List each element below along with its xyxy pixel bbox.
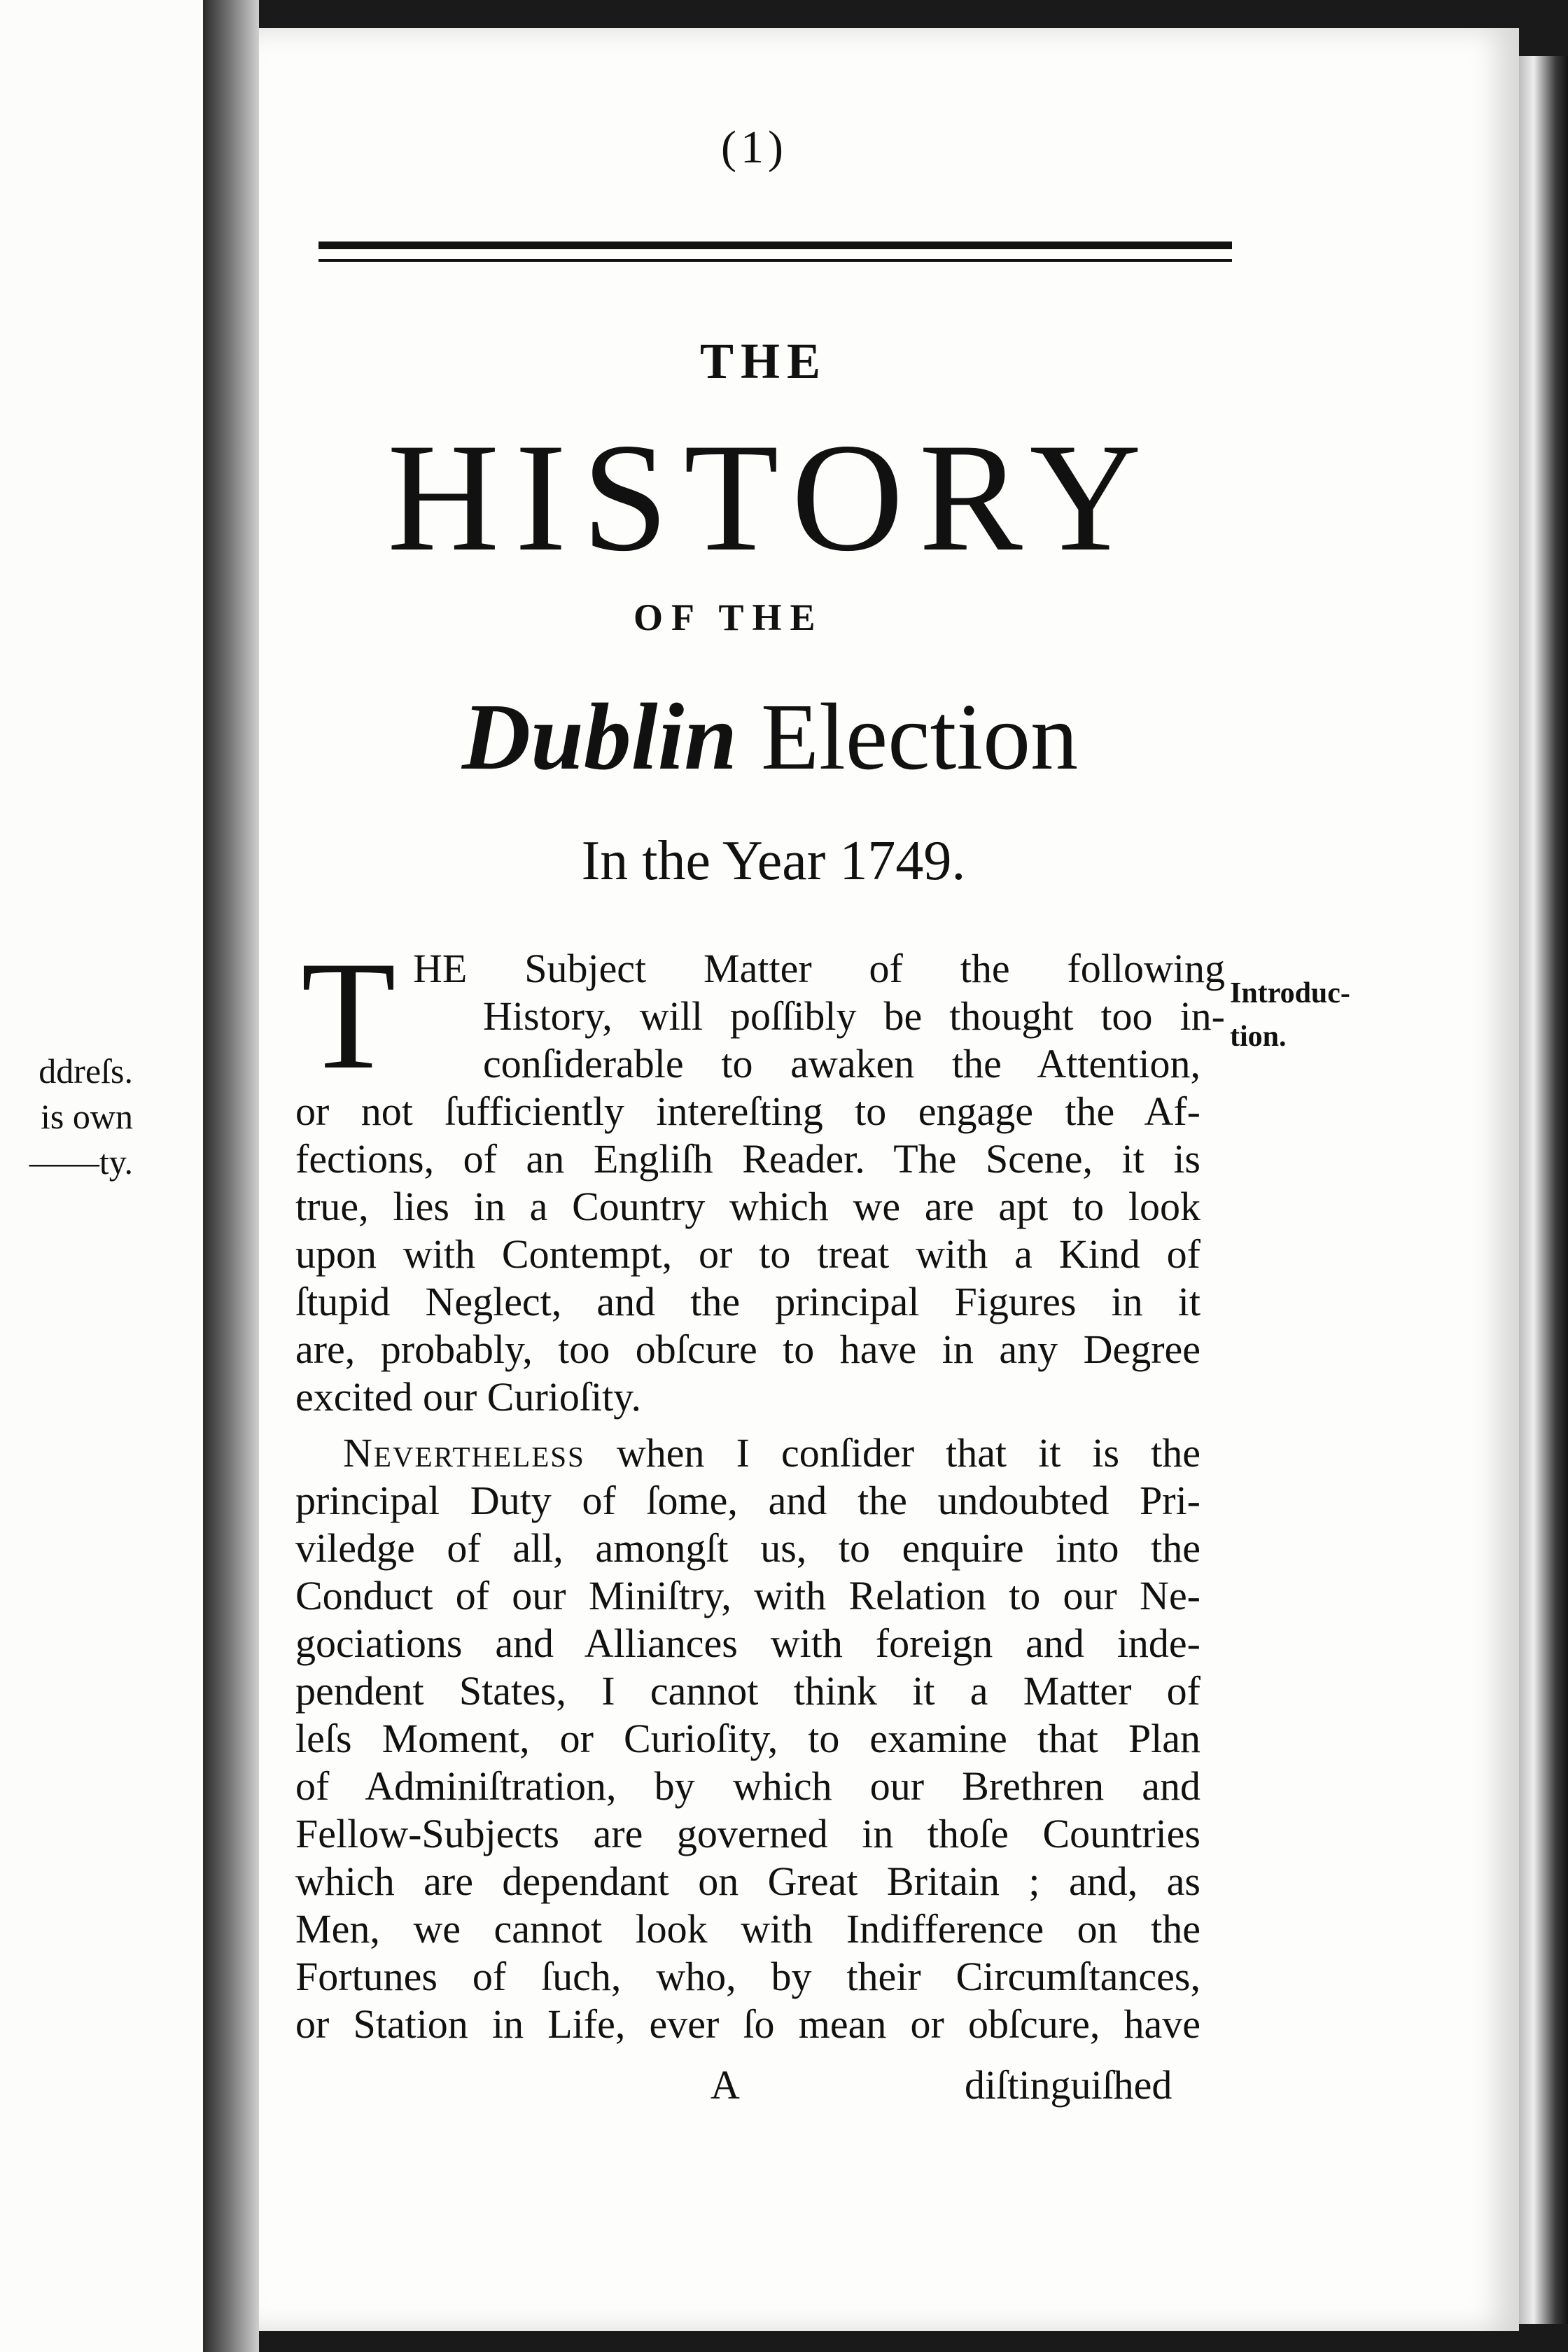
text-line: conſiderable to awaken the Attention, [483,1041,1200,1086]
title-dublin-word: Dublin [461,685,737,790]
text-line: which are dependant on Great Britain ; and, as [295,1858,1200,1904]
left-facing-page [0,0,207,2352]
title-of-the: OF THE [634,596,824,638]
text-line: Conduct of our Miniſtry, with Relation to our Ne- [295,1573,1200,1618]
text-line: Men, we cannot look with Indifference on the [295,1906,1200,1952]
text-line-rest: when I conſider that it is the [616,1430,1200,1476]
text-line: of Adminiſtration, by which our Brethren and [295,1763,1200,1809]
text-line: pendent States, I cannot think it a Matter of [295,1668,1200,1714]
title-dublin-election [420,685,1120,790]
margin-note-line: Introduc- [1230,977,1350,1009]
header-rule-thin [318,259,1232,262]
text-line: viledge of all, amongſt us, to enquire into the [295,1525,1200,1571]
text-line: are, probably, too obſcure to have in any Degree [295,1326,1200,1372]
text-line: History, will poſſibly be thought too in- [483,993,1225,1039]
left-page-fragment: is own [41,1097,133,1136]
margin-note [1230,972,1350,1058]
left-page-fragment: ——ty. [29,1142,133,1182]
page-number: (1) [721,122,788,173]
text-line: ſtupid Neglect, and the principal Figures in it [295,1279,1200,1324]
title-year: In the Year 1749. [581,830,966,892]
text-line: gociations and Alliances with foreign and inde- [295,1620,1200,1666]
drop-cap: T [301,930,396,1102]
page-edge [1519,56,1568,2324]
nevertheless-word: Nevertheless [343,1430,585,1476]
text-line: HE Subject Matter of the following [413,946,1225,991]
margin-note-line: tion. [1230,1021,1287,1053]
text-line: fections, of an Engliſh Reader. The Scene, it is [295,1136,1200,1182]
header-rule [318,241,1232,249]
title-the: THE [700,333,828,389]
text-line: Fellow-Subjects are governed in thoſe Countries [295,1811,1200,1856]
catchword: diſtinguiſhed [965,2062,1172,2108]
title-history: HISTORY [387,412,1157,584]
book-gutter [203,0,259,2352]
text-line [343,1430,1200,1476]
text-line: leſs Moment, or Curioſity, to examine that Plan [295,1716,1200,1761]
text-line: Fortunes of ſuch, who, by their Circumſtances, [295,1954,1200,1999]
text-line: principal Duty of ſome, and the undoubted Pri- [295,1478,1200,1523]
text-line: true, lies in a Country which we are apt to look [295,1184,1200,1229]
title-election-word: Election [760,685,1079,790]
left-page-fragment: ddreſs. [38,1051,133,1091]
text-line: excited our Curioſity. [295,1374,641,1420]
text-line: or not ſufficiently intereſting to engage the Af- [295,1088,1200,1134]
signature-mark: A [710,2062,740,2108]
text-line: or Station in Life, ever ſo mean or obſcure, have [295,2001,1200,2047]
text-line: upon with Contempt, or to treat with a Kind of [295,1231,1200,1277]
